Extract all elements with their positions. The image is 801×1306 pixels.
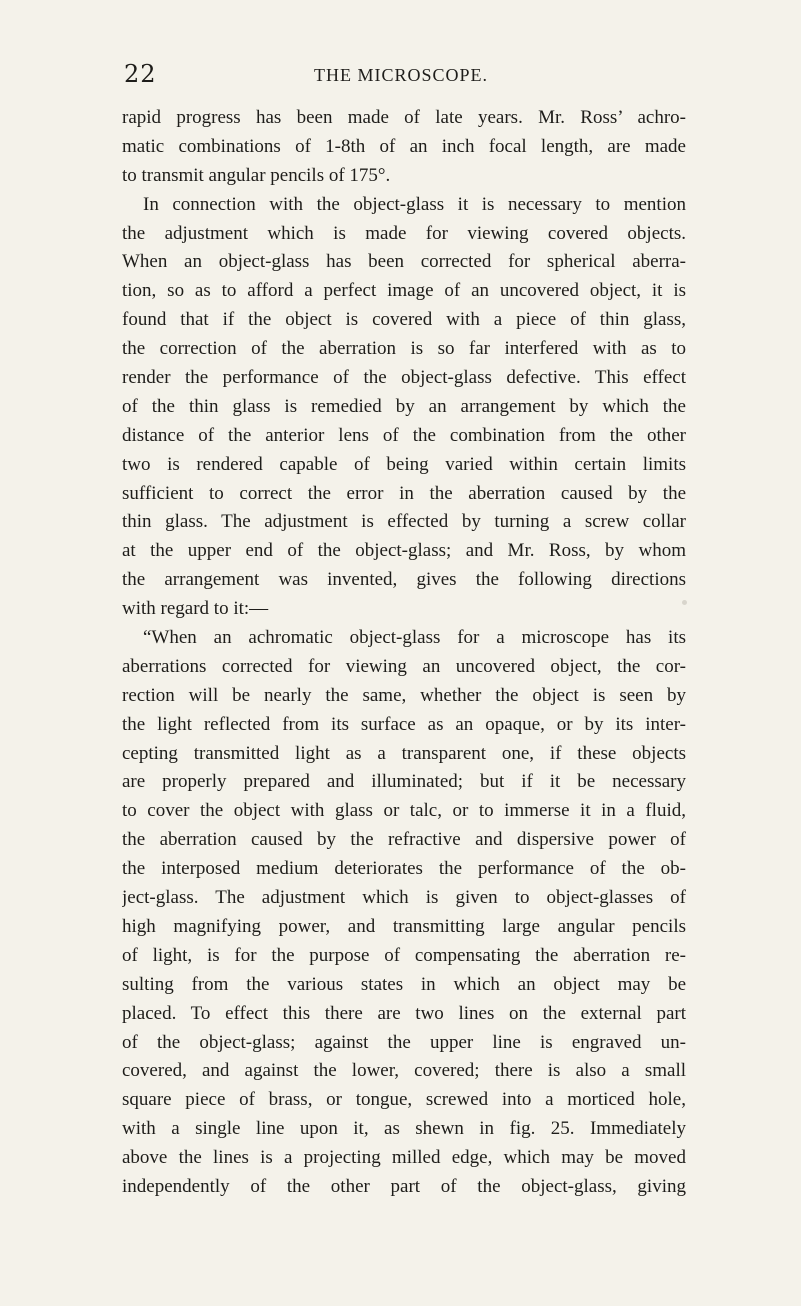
text-line: are properly prepared and illuminated; but if it be necessary: [122, 771, 686, 793]
text-line: with regard to it:—: [122, 598, 269, 620]
text-line: of the object-glass; against the upper line is engraved un-: [122, 1031, 686, 1053]
text-line: placed. To effect this there are two lines on the external part: [122, 1002, 686, 1024]
text-line: rection will be nearly the same, whether the object is seen by: [122, 684, 686, 706]
text-line: sulting from the various states in which an object may be: [122, 973, 686, 995]
text-line: high magnifying power, and transmitting large angular pencils: [122, 915, 686, 937]
text-line: above the lines is a projecting milled edge, which may be moved: [122, 1147, 686, 1169]
text-line: the interposed medium deteriorates the performance of the ob-: [122, 858, 686, 880]
text-line: the aberration caused by the refractive and dispersive power of: [122, 829, 686, 851]
text-line: thin glass. The adjustment is effected by turning a screw collar: [122, 511, 686, 533]
body-text: [122, 104, 686, 1202]
text-line: tion, so as to afford a perfect image of an uncovered object, it is: [122, 280, 686, 302]
text-line: When an object-glass has been corrected for spherical aberra-: [122, 251, 686, 273]
running-head: THE MICROSCOPE.: [314, 65, 489, 85]
text-line: the light reflected from its surface as an opaque, or by its inter-: [122, 713, 686, 735]
text-line: “When an achromatic object-glass for a microscope has its: [143, 627, 686, 649]
text-line: the correction of the aberration is so far interfered with as to: [122, 338, 686, 360]
ink-speck: [682, 600, 687, 605]
text-line: rapid progress has been made of late years. Mr. Ross’ achro-: [122, 107, 686, 128]
text-line: of the thin glass is remedied by an arrangement by which the: [122, 395, 686, 417]
text-line: of light, is for the purpose of compensating the aberration re-: [122, 944, 686, 966]
text-line: the arrangement was invented, gives the following directions: [122, 569, 686, 591]
text-line: sufficient to correct the error in the aberration caused by the: [122, 482, 686, 504]
text-line: found that if the object is covered with a piece of thin glass,: [122, 309, 686, 331]
text-line: render the performance of the object-glass defective. This effect: [122, 367, 686, 389]
text-line: matic combinations of 1-8th of an inch focal length, are made: [122, 135, 686, 157]
text-line: In connection with the object-glass it is necessary to mention: [143, 193, 686, 215]
text-line: with a single line upon it, as shewn in fig. 25. Immediately: [122, 1118, 686, 1140]
text-line: aberrations corrected for viewing an uncovered object, the cor-: [122, 655, 686, 677]
text-line: cepting transmitted light as a transparent one, if these objects: [122, 742, 686, 764]
text-line: square piece of brass, or tongue, screwed into a morticed hole,: [122, 1089, 686, 1111]
text-line: at the upper end of the object-glass; and Mr. Ross, by whom: [122, 540, 686, 562]
text-line: two is rendered capable of being varied within certain limits: [122, 453, 686, 475]
text-line: distance of the anterior lens of the combination from the other: [122, 424, 686, 446]
page-number: 22: [124, 60, 157, 88]
page-header: [124, 58, 684, 90]
text-line: covered, and against the lower, covered; there is also a small: [122, 1060, 686, 1082]
text-line: to cover the object with glass or talc, or to immerse it in a fluid,: [122, 800, 686, 822]
text-line: independently of the other part of the object-glass, giving: [122, 1175, 686, 1197]
text-line: the adjustment which is made for viewing covered objects.: [122, 222, 686, 244]
text-line: to transmit angular pencils of 175°.: [122, 164, 391, 186]
text-line: ject-glass. The adjustment which is given to object-glasses of: [122, 887, 686, 909]
